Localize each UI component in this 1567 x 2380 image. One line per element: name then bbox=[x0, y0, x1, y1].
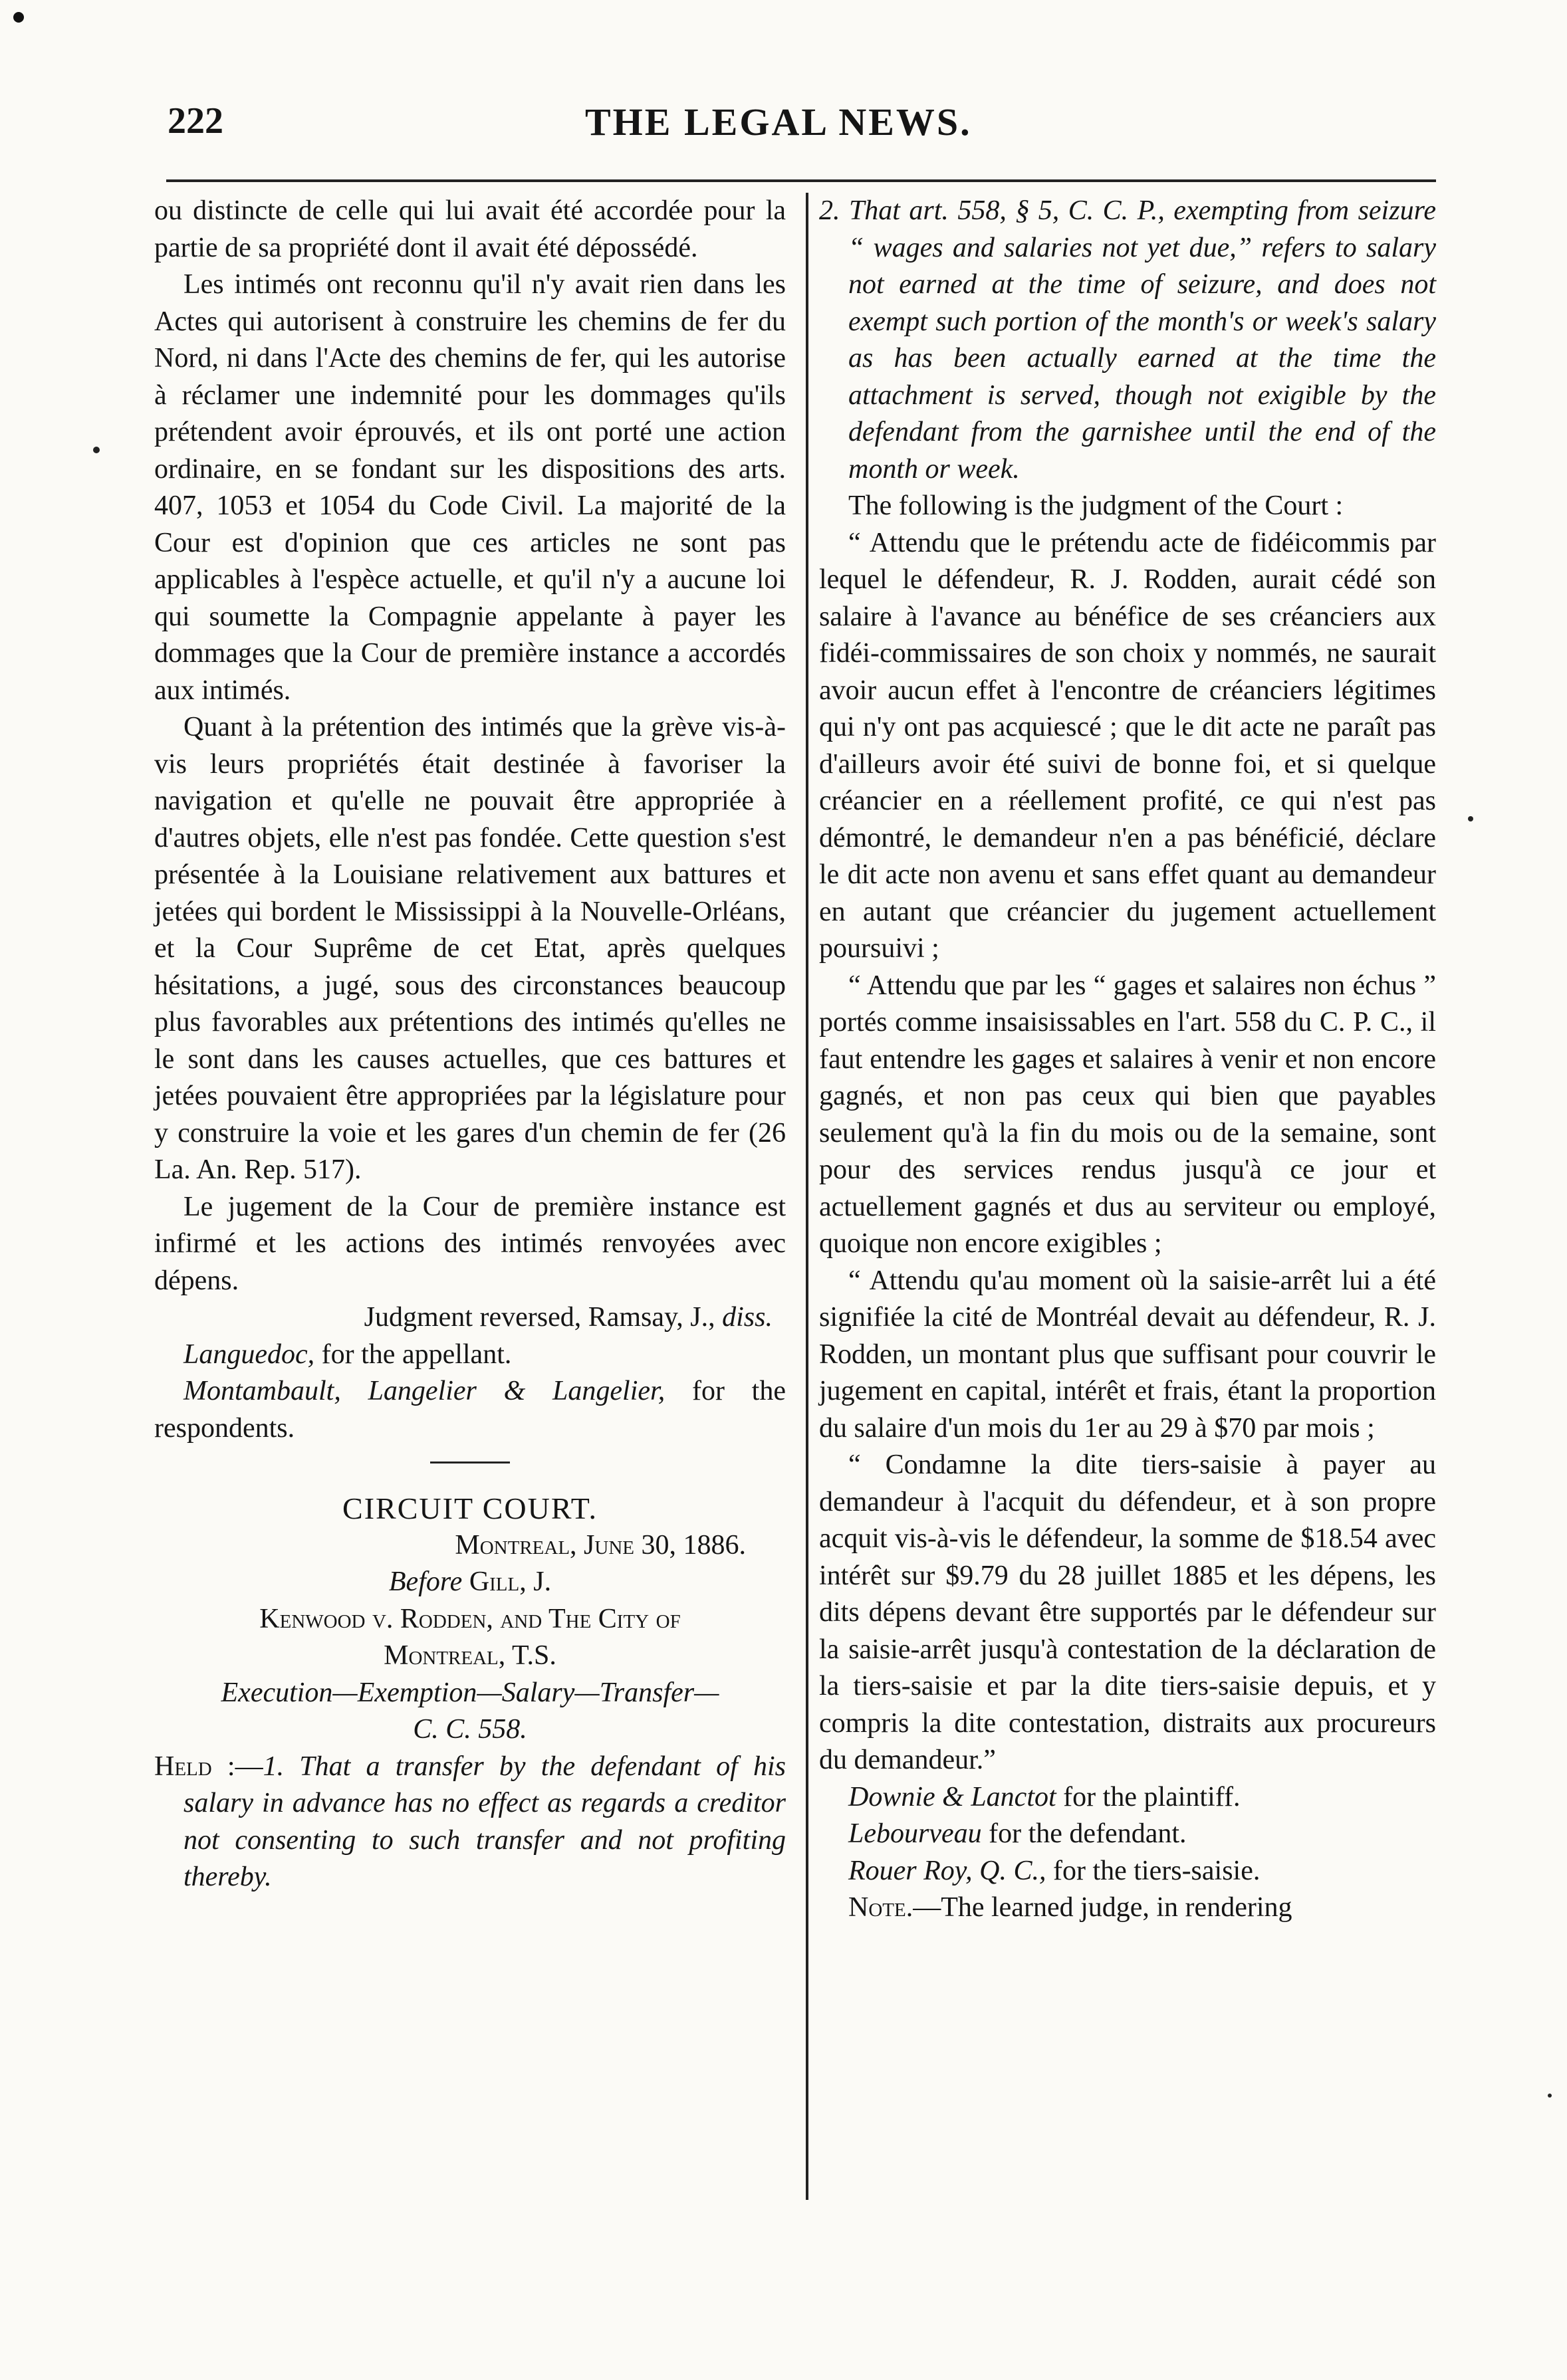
quoted-paragraph: “ Attendu que le prétendu acte de fidéicommis par lequel le défendeur, R. J. Rodden, aurait cédé son salaire à l'avance au bénéfice de ses créanciers aux fidéi-commissaires de son choix y nommés, ne saurait avoir aucun effet à l'encontre de créanciers légitimes qui n'y ont pas acquiescé ; que le dit acte ne paraît pas d'ailleurs avoir été suivi de bonne foi, et si quelque créancier en a réellement profité, ce qui n'est pas démontré, le demandeur n'en a pas bénéficié, déclare le dit acte non avenu et sans effet quant au demandeur en autant que créancier du jugement actuellement poursuivi ; bbox=[819, 527, 1436, 964]
subject-line: C. C. 558. bbox=[413, 1714, 527, 1745]
case-title: Kenwood v. Rodden, and The City of bbox=[259, 1603, 681, 1634]
subject-line: Execution—Exemption—Salary—Transfer— bbox=[221, 1677, 719, 1708]
margin-ink-mark bbox=[1468, 816, 1473, 821]
quoted-paragraph: “ Attendu que par les “ gages et salaires non échus ” portés comme insaisissables en l'art. 558 du C. P. C., il faut entendre les gages et salaires à venir et non encore gagnés, et non pas ceux qui bien que payables seulement qu'à la fin du mois ou de la semaine, sont pour des services rendus jusqu'à ce jour et actuellement gagnés et dus au serviteur ou employé, quoique non encore exigibles ; bbox=[819, 970, 1436, 1259]
quoted-paragraph: “ Attendu qu'au moment où la saisie-arrêt lui a été signifiée la cité de Montréal devait au défendeur, R. J. Rodden, un montant plus que suffisant pour couvrir le jugement en capital, intérêt et frais, étant la proportion du salaire d'un mois du 1er au 29 à $70 par mois ; bbox=[819, 1265, 1436, 1444]
corner-ink-dot bbox=[13, 12, 24, 23]
page-header bbox=[0, 100, 1567, 166]
judgment-line bbox=[154, 1299, 786, 1337]
margin-ink-mark bbox=[1548, 2094, 1552, 2098]
judgment-dissent: diss. bbox=[722, 1302, 773, 1333]
note-text: —The learned judge, in rendering bbox=[913, 1892, 1292, 1923]
page-number: 222 bbox=[168, 100, 223, 142]
place-date: Montreal, June 30, 1886. bbox=[455, 1529, 746, 1561]
running-head: THE LEGAL NEWS. bbox=[585, 100, 972, 144]
column-divider bbox=[806, 193, 808, 2200]
counsel-tiers-saisie: Rouer Roy, Q. C., for the tiers-saisie. bbox=[848, 1855, 1261, 1886]
counsel-name: Montambault, Langelier & Langelier, bbox=[183, 1376, 665, 1406]
note-label: Note. bbox=[848, 1892, 913, 1923]
right-column bbox=[819, 193, 1436, 1927]
judgment-text: Judgment reversed, Ramsay, J., bbox=[364, 1302, 723, 1333]
held-paragraph bbox=[154, 1749, 786, 1896]
counsel-role: for the respondents. bbox=[154, 1376, 786, 1444]
held-paragraph: 2. That art. 558, § 5, C. C. P., exempting from seizure “ wages and salaries not yet due,” refers to salary not earned at the time of seizure, and does not exempt such portion of the month's or week's salary as has been actually earned at the time the attachment is served, though not exigible by the defendant from the garnishee until the end of the month or week. bbox=[819, 195, 1436, 485]
held-text: 1. That a transfer by the defendant of his salary in advance has no effect as regards a creditor not consenting to such transfer and not profiting thereby. bbox=[183, 1751, 786, 1892]
before-judge: Before Gill, J. bbox=[388, 1567, 552, 1597]
counsel-appellant bbox=[154, 1337, 786, 1374]
case-title: Montreal, T.S. bbox=[384, 1640, 556, 1671]
margin-ink-mark bbox=[93, 447, 100, 453]
counsel-plaintiff: Downie & Lanctot for the plaintiff. bbox=[848, 1781, 1241, 1812]
intro-line: The following is the judgment of the Court : bbox=[848, 490, 1344, 521]
counsel-role: for the appellant. bbox=[314, 1339, 512, 1370]
left-column bbox=[154, 193, 786, 1896]
paragraph: ou distincte de celle qui lui avait été accordée pour la partie de sa propriété dont il avait été dépossédé. bbox=[154, 195, 786, 263]
paragraph: Le jugement de la Cour de première instance est infirmé et les actions des intimés renvoyées avec dépens. bbox=[154, 1191, 786, 1296]
counsel-defendant: Lebourveau for the defendant. bbox=[848, 1818, 1187, 1849]
paragraph: Les intimés ont reconnu qu'il n'y avait rien dans les Actes qui autorisent à construire les chemins de fer du Nord, ni dans l'Acte des chemins de fer, qui les autorise à réclamer une indemnité pour les dommages qu'ils prétendent avoir éprouvés, et ils ont porté une action ordinaire, en se fondant sur les dispositions des arts. 407, 1053 et 1054 du Code Civil. La majorité de la Cour est d'opinion que ces articles ne sont pas applicables à l'espèce actuelle, et qu'il n'y a aucune loi qui soumette la Compagnie appelante à payer les dommages que la Cour de première instance a accordés aux intimés. bbox=[154, 269, 786, 706]
section-rule bbox=[430, 1461, 510, 1463]
note-paragraph bbox=[819, 1890, 1436, 1927]
paragraph: Quant à la prétention des intimés que la grève vis-à-vis leurs propriétés était destinée à favoriser la navigation et qu'elle ne pouvait être appropriée à d'autres objets, elle n'est pas fondée. Cette question s'est présentée à la Louisiane relativement aux battures et jetées qui bordent le Mississippi à la Nouvelle-Orléans, et la Cour Suprême de cet Etat, après quelques hésitations, a jugé, sous des circonstances beaucoup plus favorables aux prétentions des intimés qu'elles ne le sont dans les causes actuelles, que ces battures et jetées pouvaient être appropriées par la législature pour y construire la voie et les gares d'un chemin de fer (26 La. An. Rep. 517). bbox=[154, 712, 786, 1185]
header-rule bbox=[166, 179, 1436, 182]
counsel-respondents bbox=[154, 1373, 786, 1447]
quoted-paragraph: “ Condamne la dite tiers-saisie à payer au demandeur à l'acquit du défendeur, et à son propre acquit vis-à-vis le défendeur, la somme de $18.54 avec intérêt sur $9.79 du 28 juillet 1885 et les dépens, les dits dépens devant être supportés par le défendeur sur la saisie-arrêt jusqu'à contestation de la déclaration de la tiers-saisie et par la dite tiers-saisie depuis, et y compris la dite contestation, distraits aux procureurs du demandeur.” bbox=[819, 1450, 1436, 1775]
held-label: Held :— bbox=[154, 1751, 263, 1782]
section-title: CIRCUIT COURT. bbox=[342, 1491, 598, 1525]
counsel-name: Languedoc, bbox=[183, 1339, 315, 1370]
